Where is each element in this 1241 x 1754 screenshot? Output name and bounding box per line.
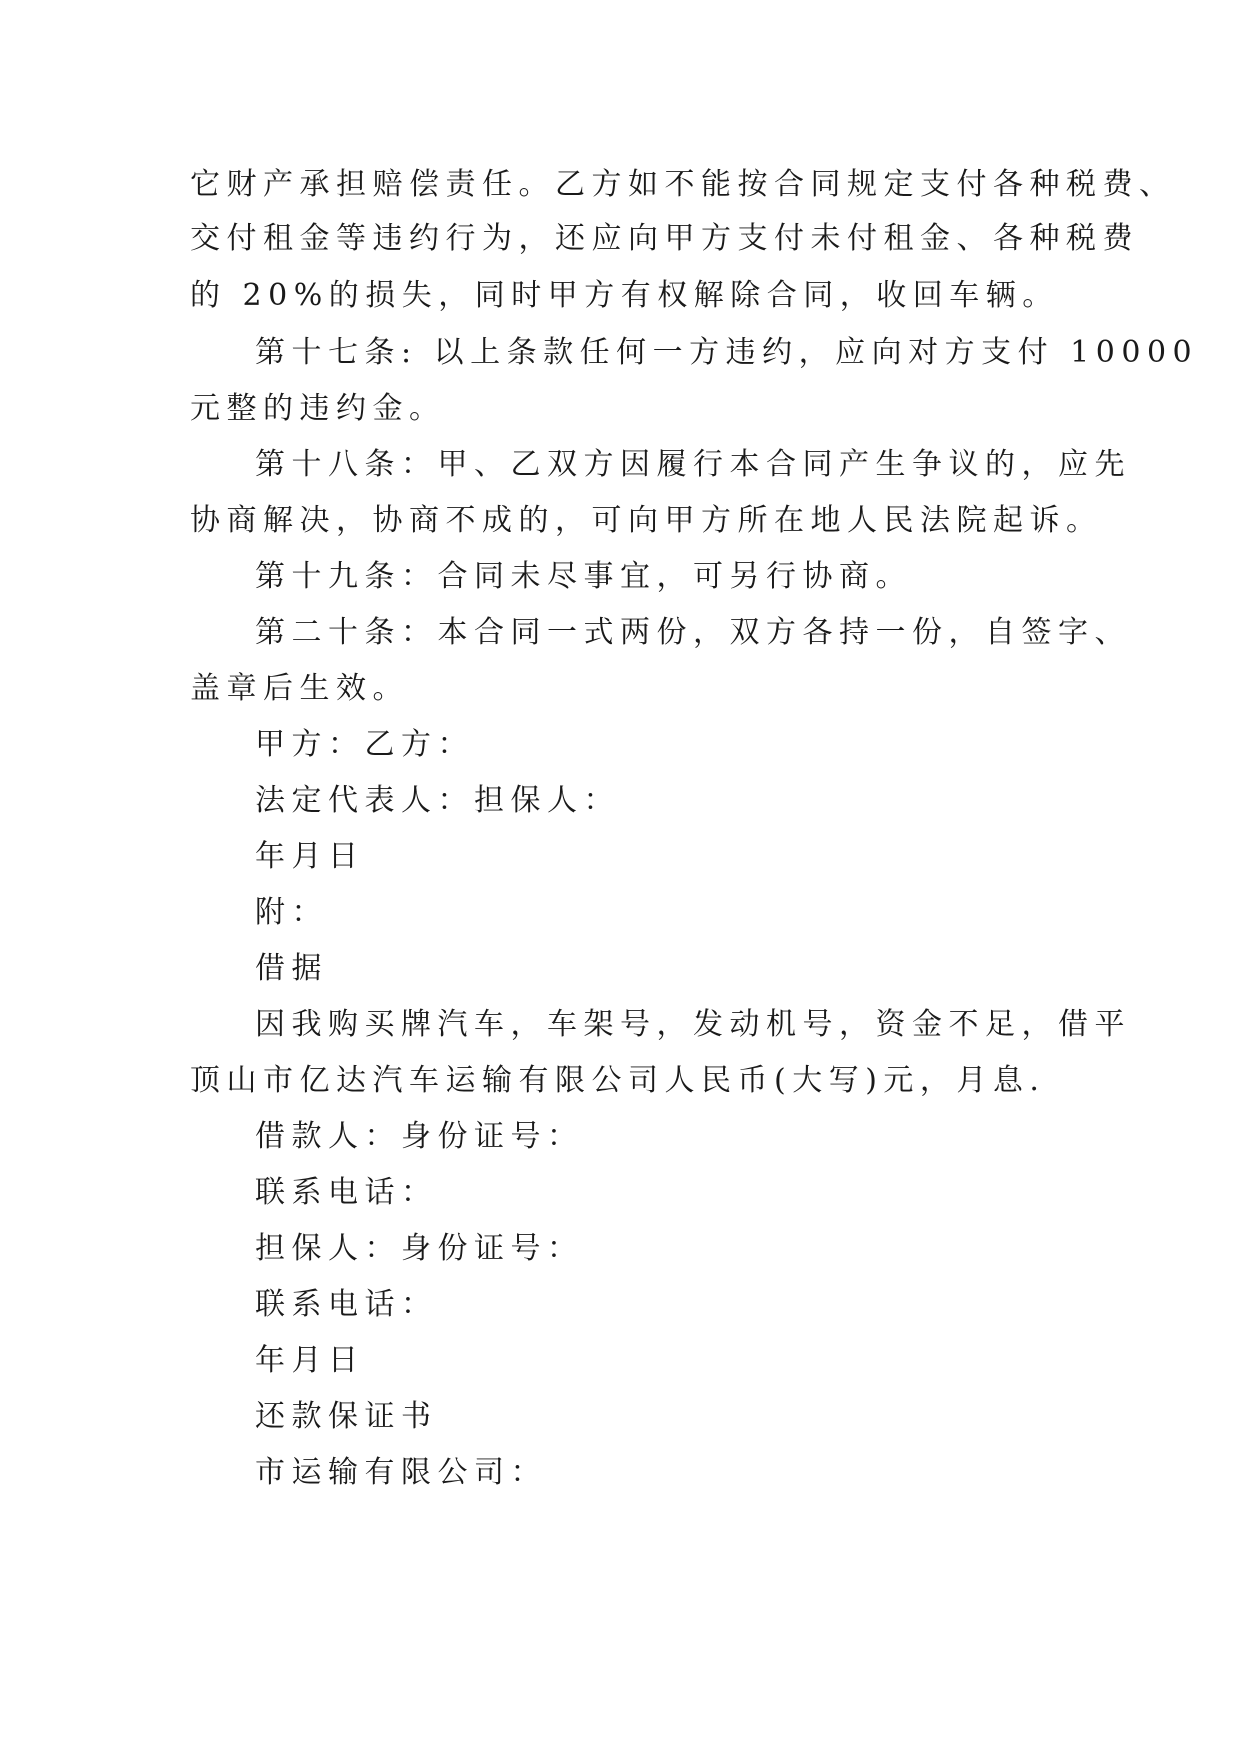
- text-line: 协商解决，协商不成的，可向甲方所在地人民法院起诉。: [190, 503, 1103, 538]
- addressee-line: 市运输有限公司：: [255, 1455, 547, 1490]
- text-line: 它财产承担赔偿责任。乙方如不能按合同规定支付各种税费、: [190, 167, 1176, 202]
- borrower-phone-line: 联系电话：: [255, 1175, 438, 1210]
- repayment-guarantee-heading: 还款保证书: [255, 1399, 438, 1434]
- clause-18-line: 第十八条：甲、乙双方因履行本合同产生争议的，应先: [255, 447, 1131, 482]
- iou-text-line: 因我购买牌汽车，车架号，发动机号，资金不足，借平: [255, 1007, 1131, 1042]
- text-line: 盖章后生效。: [190, 671, 409, 706]
- clause-17-line: 第十七条: 以上条款任何一方违约，应向对方支付 10000: [255, 335, 1199, 370]
- date-line: 年月日: [255, 1343, 365, 1378]
- representative-signature-line: 法定代表人：担保人：: [255, 783, 620, 818]
- borrower-line: 借款人：身份证号：: [255, 1119, 584, 1154]
- appendix-label: 附：: [255, 895, 328, 930]
- text-line: 交付租金等违约行为，还应向甲方支付未付租金、各种税费: [190, 221, 1139, 256]
- date-line: 年月日: [255, 839, 365, 874]
- text-line: 元整的违约金。: [190, 391, 446, 426]
- iou-text-line: 顶山市亿达汽车运输有限公司人民币(大写)元，月息.: [190, 1063, 1046, 1098]
- guarantor-phone-line: 联系电话：: [255, 1287, 438, 1322]
- iou-heading: 借据: [255, 951, 328, 986]
- clause-20-line: 第二十条：本合同一式两份，双方各持一份，自签字、: [255, 615, 1131, 650]
- party-signature-line: 甲方：乙方：: [255, 727, 474, 762]
- text-line: 的 20%的损失，同时甲方有权解除合同，收回车辆。: [190, 278, 1059, 313]
- guarantor-line: 担保人：身份证号：: [255, 1231, 584, 1266]
- clause-19-line: 第十九条：合同未尽事宜，可另行协商。: [255, 559, 912, 594]
